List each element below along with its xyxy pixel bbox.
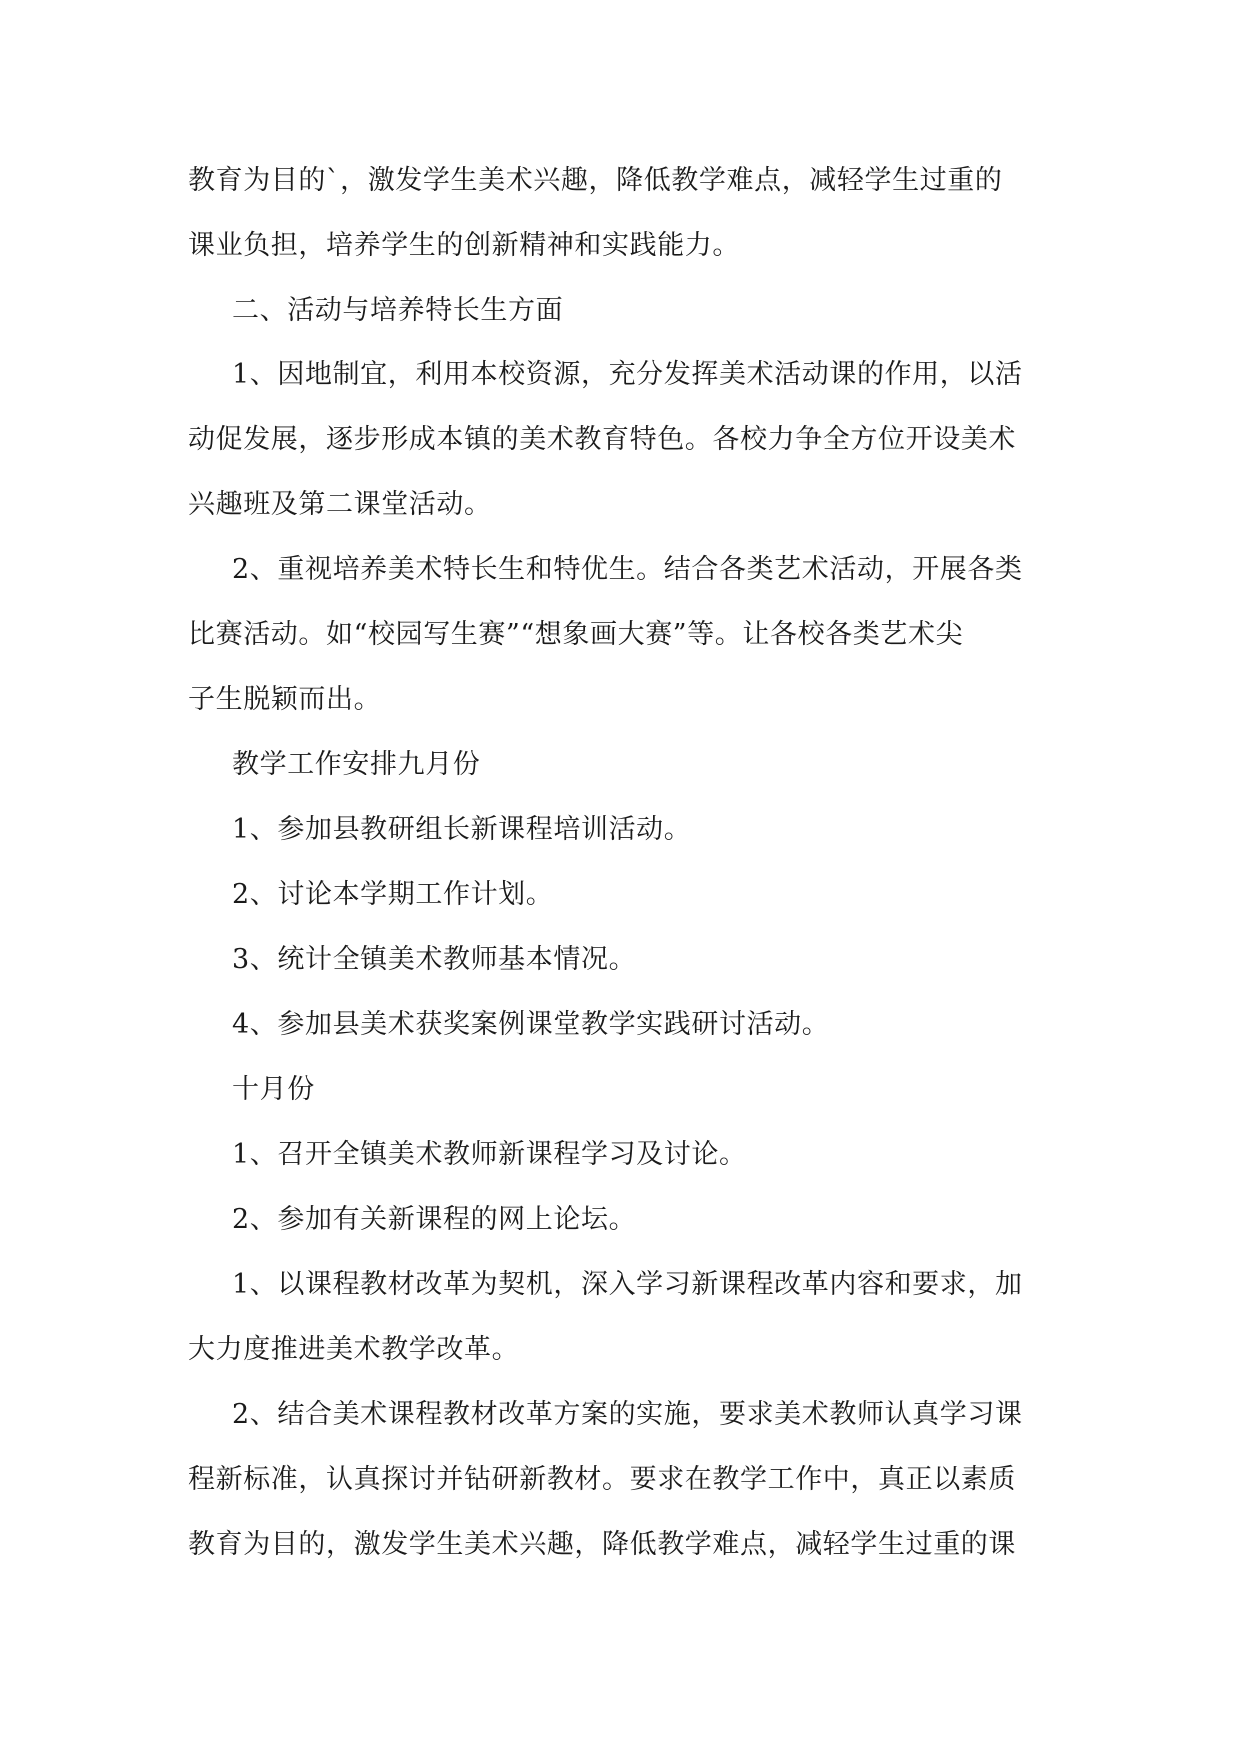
section-heading: 二、活动与培养特长生方面 [232, 295, 564, 326]
list-item: 4、参加县美术获奖案例课堂教学实践研讨活动。 [232, 1009, 830, 1040]
list-item: 3、统计全镇美术教师基本情况。 [232, 944, 637, 975]
paragraph-line: 教育为目的，激发学生美术兴趣，降低教学难点，减轻学生过重的课 [188, 1529, 1016, 1560]
section-heading: 十月份 [232, 1074, 315, 1105]
list-item: 2、参加有关新课程的网上论坛。 [232, 1204, 637, 1235]
list-item: 1、召开全镇美术教师新课程学习及讨论。 [232, 1139, 747, 1170]
paragraph-line: 大力度推进美术教学改革。 [188, 1334, 520, 1365]
paragraph-line: 比赛活动。如“校园写生赛”“想象画大赛”等。让各校各类艺术尖 [188, 619, 964, 650]
list-item: 1、参加县教研组长新课程培训活动。 [232, 814, 692, 845]
paragraph-line: 2、结合美术课程教材改革方案的实施，要求美术教师认真学习课 [232, 1399, 1023, 1430]
paragraph-line: 兴趣班及第二课堂活动。 [188, 489, 492, 520]
paragraph-line: 教育为目的`，激发学生美术兴趣，降低教学难点，减轻学生过重的 [188, 165, 1003, 196]
paragraph-line: 动促发展，逐步形成本镇的美术教育特色。各校力争全方位开设美术 [188, 424, 1016, 455]
section-heading: 教学工作安排九月份 [232, 749, 481, 780]
paragraph-line: 程新标准，认真探讨并钻研新教材。要求在教学工作中，真正以素质 [188, 1464, 1016, 1495]
paragraph-line: 子生脱颖而出。 [188, 684, 382, 715]
paragraph-line: 课业负担，培养学生的创新精神和实践能力。 [188, 230, 740, 261]
list-item: 2、讨论本学期工作计划。 [232, 879, 554, 910]
paragraph-line: 1、以课程教材改革为契机，深入学习新课程改革内容和要求，加 [232, 1269, 1023, 1300]
paragraph-line: 1、因地制宜，利用本校资源，充分发挥美术活动课的作用，以活 [232, 359, 1023, 390]
paragraph-line: 2、重视培养美术特长生和特优生。结合各类艺术活动，开展各类 [232, 554, 1023, 585]
